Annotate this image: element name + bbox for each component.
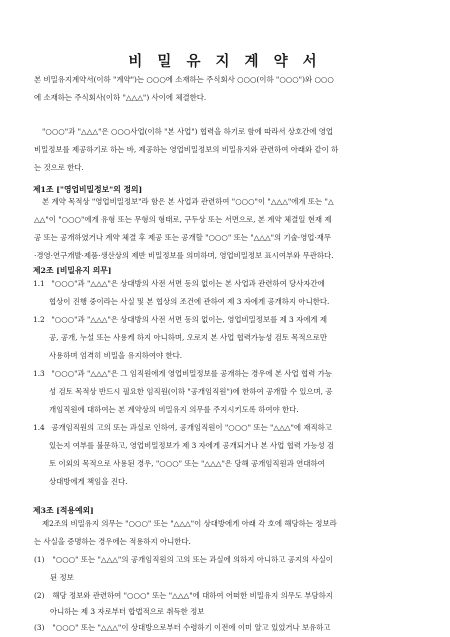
article3-item — [34, 619, 331, 637]
page-title: 비 밀 유 지 계 약 서 — [128, 53, 322, 70]
item-line: 사용하며 엄격히 비밀을 유지하여야 한다. — [49, 351, 183, 360]
item-number: (2) — [34, 591, 45, 600]
item-line: 상대방에게 책임을 진다. — [49, 477, 128, 486]
item-line: "○○○" 또는 "△△△"의 공개임직원의 고의 또는 과실에 의하지 아니하고 공지의 사실이 — [52, 555, 333, 564]
intro-paragraph — [34, 71, 418, 107]
intro-line: 본 비밀유지계약서(이하 "계약")는 ○○○에 소재하는 주식회사 ○○○(이하 "○○○")와 ○○○ — [34, 75, 334, 84]
article1-body — [34, 193, 418, 265]
article1-line: 본 계약 목적상 "영업비밀정보"라 함은 본 사업과 관련하여 "○○○"이 "△△△"에게 또는 "△ — [42, 197, 334, 206]
item-line: 협상이 진행 중이라는 사실 및 본 협상의 조건에 관하여 제 3 자에게 공개하지 아니한다. — [49, 297, 330, 306]
purpose-paragraph — [34, 123, 420, 177]
item-line: 있는지 여부를 불문하고, 영업비밀정보가 제 3 자에게 공개되거나 본 사업 협력 가능성 검 — [49, 441, 335, 450]
article3-heading: 제3조 [적용예외] — [33, 506, 94, 515]
item-line: "○○○"과 "△△△"은 그 임직원에게 영업비밀정보를 공개하는 경우에 본 사업 협력 가능 — [51, 369, 332, 378]
item-line: "○○○"과 "△△△"은 상대방의 사전 서면 동의 없이는, 영업비밀정보를 제 3 자에게 제 — [51, 315, 328, 324]
item-line: 해당 정보와 관련하여 "○○○" 또는 "△△△"에 대하여 어떠한 비밀유지 의무도 부담하지 — [52, 591, 333, 600]
item-number: 1.2 — [33, 315, 45, 324]
article2-item — [33, 275, 325, 293]
item-number: 1.1 — [33, 279, 45, 288]
item-number: 1.4 — [33, 423, 45, 432]
article3-line: 제2조의 비밀유지 의무는 "○○○" 또는 "△△△"이 상대방에게 아래 각 호에 해당하는 정보라 — [42, 519, 337, 528]
item-line: 공개임직원의 고의 또는 과실로 인하여, 공개임직원이 "○○○" 또는 "△△△"에 재직하고 — [51, 423, 332, 432]
item-line: 개임직원에 대하여는 본 계약상의 비밀유지 의무를 주지시키도록 하여야 한다. — [49, 405, 299, 414]
item-number: (3) — [34, 623, 45, 632]
article2-item — [33, 311, 327, 329]
article2-item — [33, 419, 332, 437]
item-line: 된 정보 — [50, 573, 74, 582]
article3-line: 는 사실을 증명하는 경우에는 적용하지 아니한다. — [34, 537, 191, 546]
item-line: 토 이외의 목적으로 사용된 경우, "○○○" 또는 "△△△"은 당해 공개임직원과 연대하여 — [49, 459, 325, 468]
item-line: 성 검토 목적상 반드시 필요한 임직원(이하 "공개임직원")에 한하여 공개할 수 있으며, 공 — [49, 387, 333, 396]
purpose-line: "○○○"과 "△△△"은 ○○○사업(이하 "본 사업") 협력을 하기로 함에 따라서 상호간에 영업 — [42, 127, 334, 136]
item-line: 공, 공개, 누설 또는 사용케 하지 아니하며, 오로지 본 사업 협력가능성 검토 목적으로만 — [49, 333, 327, 342]
article3-item — [34, 551, 333, 569]
item-line: 아니하는 제 3 자로부터 합법적으로 취득한 정보 — [50, 607, 205, 616]
intro-line: 에 소재하는 주식회사(이하 "△△△") 사이에 체결한다. — [34, 93, 207, 102]
purpose-line: 는 것으로 한다. — [34, 163, 84, 172]
article2-item — [33, 365, 332, 383]
item-line: "○○○" 또는 "△△△"이 상대방으로부터 수령하기 이전에 이미 알고 있었거나 보유하고 — [52, 623, 331, 632]
item-number: (1) — [34, 555, 45, 564]
item-line: "○○○"과 "△△△"은 상대방의 사전 서면 동의 없이는 본 사업과 관련하여 당사자간에 — [51, 279, 325, 288]
article2-heading: 제2조 [비밀유지 의무] — [33, 266, 112, 275]
article1-heading: 제1조 ["영업비밀정보"의 정의] — [33, 185, 143, 194]
article1-line: △△"이 "○○○"에게 유형 또는 무형의 형태로, 구두상 또는 서면으로, 본 계약 체결일 현재 제 — [34, 215, 332, 224]
purpose-line: 비밀정보를 제공하기로 하는 바, 제공하는 영업비밀정보의 비밀유지와 관련하여 아래와 같이 하 — [34, 145, 339, 154]
article1-line: 공 또는 공개하였거나 계약 체결 후 제공 또는 공개할 "○○○" 또는 "△△△"의 기술·영업·재무 — [34, 233, 332, 242]
item-number: 1.3 — [33, 369, 45, 378]
article1-line: ·경영·연구개발·제품·생산상의 제반 비밀정보를 의미하며, 영업비밀정보 표시여부와 무관하다. — [34, 251, 334, 260]
